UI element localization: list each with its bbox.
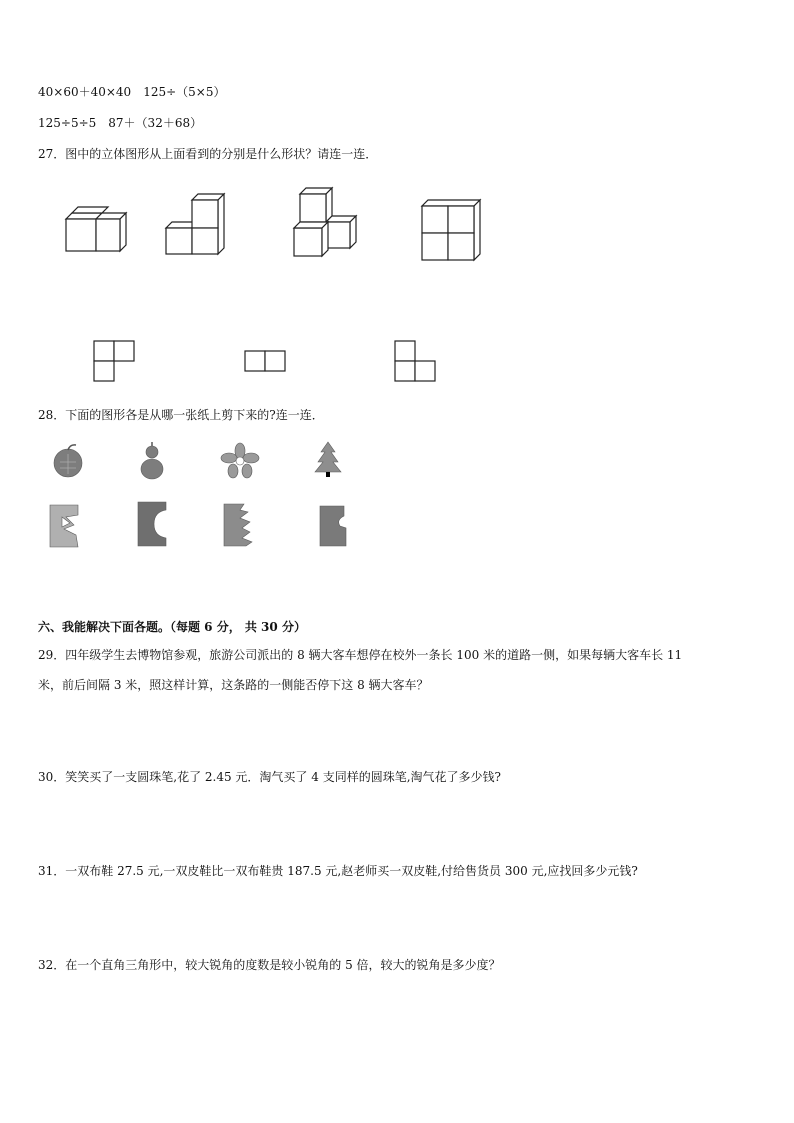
apple-icon <box>50 442 90 482</box>
question-28: 28．下面的图形各是从哪一张纸上剪下来的?连一连． <box>38 408 324 422</box>
question-30: 30．笑笑买了一支圆珠笔,花了 2.45 元．淘气买了 4 支同样的圆珠笔,淘气花了多少钱? <box>38 770 501 784</box>
solid-figure-3 <box>288 186 368 262</box>
solid-figure-1 <box>60 205 130 255</box>
question-31: 31．一双布鞋 27.5 元,一双皮鞋比一双布鞋贵 187.5 元,赵老师买一双皮鞋,付给售货员 300 元,应找回多少元钱? <box>38 864 638 878</box>
paper-notch-icon <box>318 504 350 548</box>
top-view-3 <box>393 339 441 383</box>
section-6-heading: 六、我能解决下面各题。（每题 6 分， 共 30 分） <box>38 620 306 634</box>
question-29-line-1: 29．四年级学生去博物馆参观，旅游公司派出的 8 辆大客车想停在校外一条长 100 米的道路一侧，如果每辆大客车长 11 <box>38 648 683 662</box>
paper-zigzag-icon <box>222 502 254 548</box>
flower-icon <box>220 442 260 480</box>
paper-c-shape-icon <box>136 500 168 548</box>
question-32: 32．在一个直角三角形中，较大锐角的度数是较小锐角的 5 倍，较大的锐角是多少度？ <box>38 958 501 972</box>
solid-figure-4 <box>418 196 488 266</box>
top-view-2 <box>243 349 289 373</box>
paper-e-shape-icon <box>48 503 84 549</box>
exercise-line-2: 125÷5÷5 87＋（32＋68） <box>38 116 203 130</box>
tree-icon <box>313 440 343 480</box>
question-29-line-2: 米，前后间隔 3 米，照这样计算，这条路的一侧能否停下这 8 辆大客车？ <box>38 678 429 692</box>
gourd-icon <box>138 440 168 482</box>
exercise-line-1: 40×60＋40×40 125÷（5×5） <box>38 85 226 99</box>
question-27: 27．图中的立体图形从上面看到的分别是什么形状？请连一连． <box>38 147 378 161</box>
top-view-1 <box>92 339 140 383</box>
solid-figure-2 <box>160 192 240 262</box>
